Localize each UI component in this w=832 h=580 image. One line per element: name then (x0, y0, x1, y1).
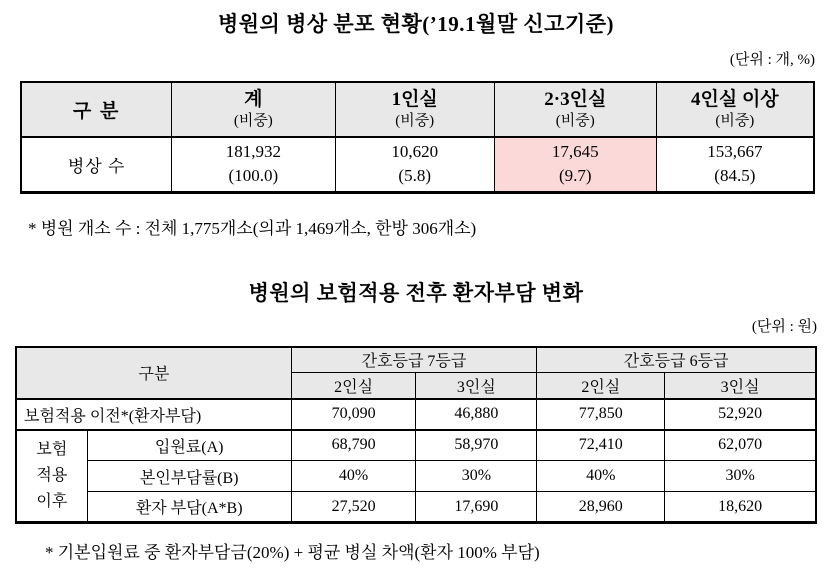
t2-after-row1-g7-3room: 58,970 (416, 430, 537, 461)
t2-subheader-g6-3room: 3인실 (665, 373, 816, 399)
t2-subheader-g6-2room: 2인실 (537, 373, 665, 399)
t1-data-row (21, 137, 814, 192)
t2-after-row3-g7-2room: 27,520 (291, 492, 416, 523)
t2-after-row3-label: 환자 부담(A*B) (87, 492, 291, 523)
t1-header-single-room-label: 1인실 (391, 89, 438, 111)
t2-after-row-patient-burden (16, 492, 816, 523)
t2-after-row2-g7-2room: 40% (291, 461, 416, 492)
t2-corner-header: 구분 (16, 347, 291, 399)
t1-cell-total (172, 137, 335, 192)
t2-after-row1-g6-2room: 72,410 (537, 430, 665, 461)
section1-footnote: * 병원 개소 수 : 전체 1,775개소(의과 1,469개소, 한방 306개소) (28, 218, 477, 238)
t2-after-row1-label: 입원료(A) (87, 430, 291, 461)
t1-cell-two-three-room-highlighted (494, 137, 656, 192)
t2-subheader-g7-2room: 2인실 (291, 373, 416, 399)
t1-cell-four-plus-room-value: 153,667 (707, 142, 763, 162)
t2-after-row1-g6-3room: 62,070 (665, 430, 816, 461)
t1-header-total-label: 계 (244, 89, 263, 111)
t1-header-total (172, 82, 335, 137)
patient-burden-table (15, 346, 817, 525)
t2-after-group-label-line2: 적용 (36, 466, 68, 484)
t2-after-row2-label: 본인부담률(B) (87, 461, 291, 492)
t1-row-label: 병상 수 (21, 137, 172, 192)
t2-after-row2-g6-2room: 40% (537, 461, 665, 492)
t2-after-group-label (16, 430, 87, 523)
t1-header-four-plus-room-label: 4인실 이상 (690, 89, 779, 111)
t2-after-group-label-line1: 보험 (36, 441, 68, 459)
t1-cell-single-room-value: 10,620 (391, 142, 439, 162)
t2-after-row-hospitalization-fee (16, 430, 816, 461)
section1-unit-label: (단위 : 개, %) (729, 52, 815, 68)
t2-group-header-row (16, 347, 816, 373)
t1-header-two-three-room-sub: (비중) (555, 112, 595, 129)
t1-cell-total-share: (100.0) (228, 166, 279, 186)
t2-after-row2-g7-3room: 30% (416, 461, 537, 492)
t1-header-single-room-sub: (비중) (395, 112, 435, 129)
t1-corner-header: 구 분 (21, 82, 172, 137)
t2-after-row2-g6-3room: 30% (665, 461, 816, 492)
t1-header-row (21, 82, 814, 137)
t2-before-g6-2room: 77,850 (537, 399, 665, 430)
t1-cell-two-three-room-share: (9.7) (558, 166, 592, 186)
t1-cell-two-three-room-value: 17,645 (551, 142, 599, 162)
t1-cell-four-plus-room-share: (84.5) (714, 166, 756, 186)
t2-after-row3-g7-3room: 17,690 (416, 492, 537, 523)
t2-before-g6-3room: 52,920 (665, 399, 816, 430)
t1-cell-single-room-share: (5.8) (398, 166, 431, 186)
t2-before-row-label: 보험적용 이전*(환자부담) (16, 399, 291, 430)
t2-group-header-grade6: 간호등급 6등급 (537, 347, 816, 373)
t1-header-four-plus-room-sub: (비중) (715, 112, 755, 129)
t2-after-row-copay-rate (16, 461, 816, 492)
t1-header-four-plus-room (656, 82, 814, 137)
t2-subheader-g7-3room: 3인실 (416, 373, 537, 399)
bed-distribution-table (20, 81, 815, 194)
t1-cell-four-plus-room (656, 137, 814, 192)
section2-title: 병원의 보험적용 전후 환자부담 변화 (248, 280, 584, 305)
t1-header-single-room (335, 82, 494, 137)
t2-before-g7-3room: 46,880 (416, 399, 537, 430)
t2-before-row (16, 399, 816, 430)
t2-after-row3-g6-3room: 18,620 (665, 492, 816, 523)
page (0, 8, 832, 563)
t1-header-total-sub: (비중) (233, 112, 273, 129)
section2-footnote: * 기본입원료 중 환자부담금(20%) + 평균 병실 차액(환자 100% 부담) (45, 543, 540, 562)
t1-cell-total-value: 181,932 (225, 142, 281, 162)
section2-unit-label: (단위 : 원) (751, 318, 817, 335)
t2-after-group-label-line3: 이후 (36, 492, 68, 510)
t2-after-row1-g7-2room: 68,790 (291, 430, 416, 461)
t1-header-two-three-room-label: 2·3인실 (544, 89, 607, 111)
section1-title: 병원의 병상 분포 현황(’19.1월말 신고기준) (217, 12, 615, 36)
t1-header-two-three-room (494, 82, 656, 137)
t1-cell-single-room (335, 137, 494, 192)
t2-group-header-grade7: 간호등급 7등급 (291, 347, 537, 373)
t2-after-row3-g6-2room: 28,960 (537, 492, 665, 523)
t2-before-g7-2room: 70,090 (291, 399, 416, 430)
